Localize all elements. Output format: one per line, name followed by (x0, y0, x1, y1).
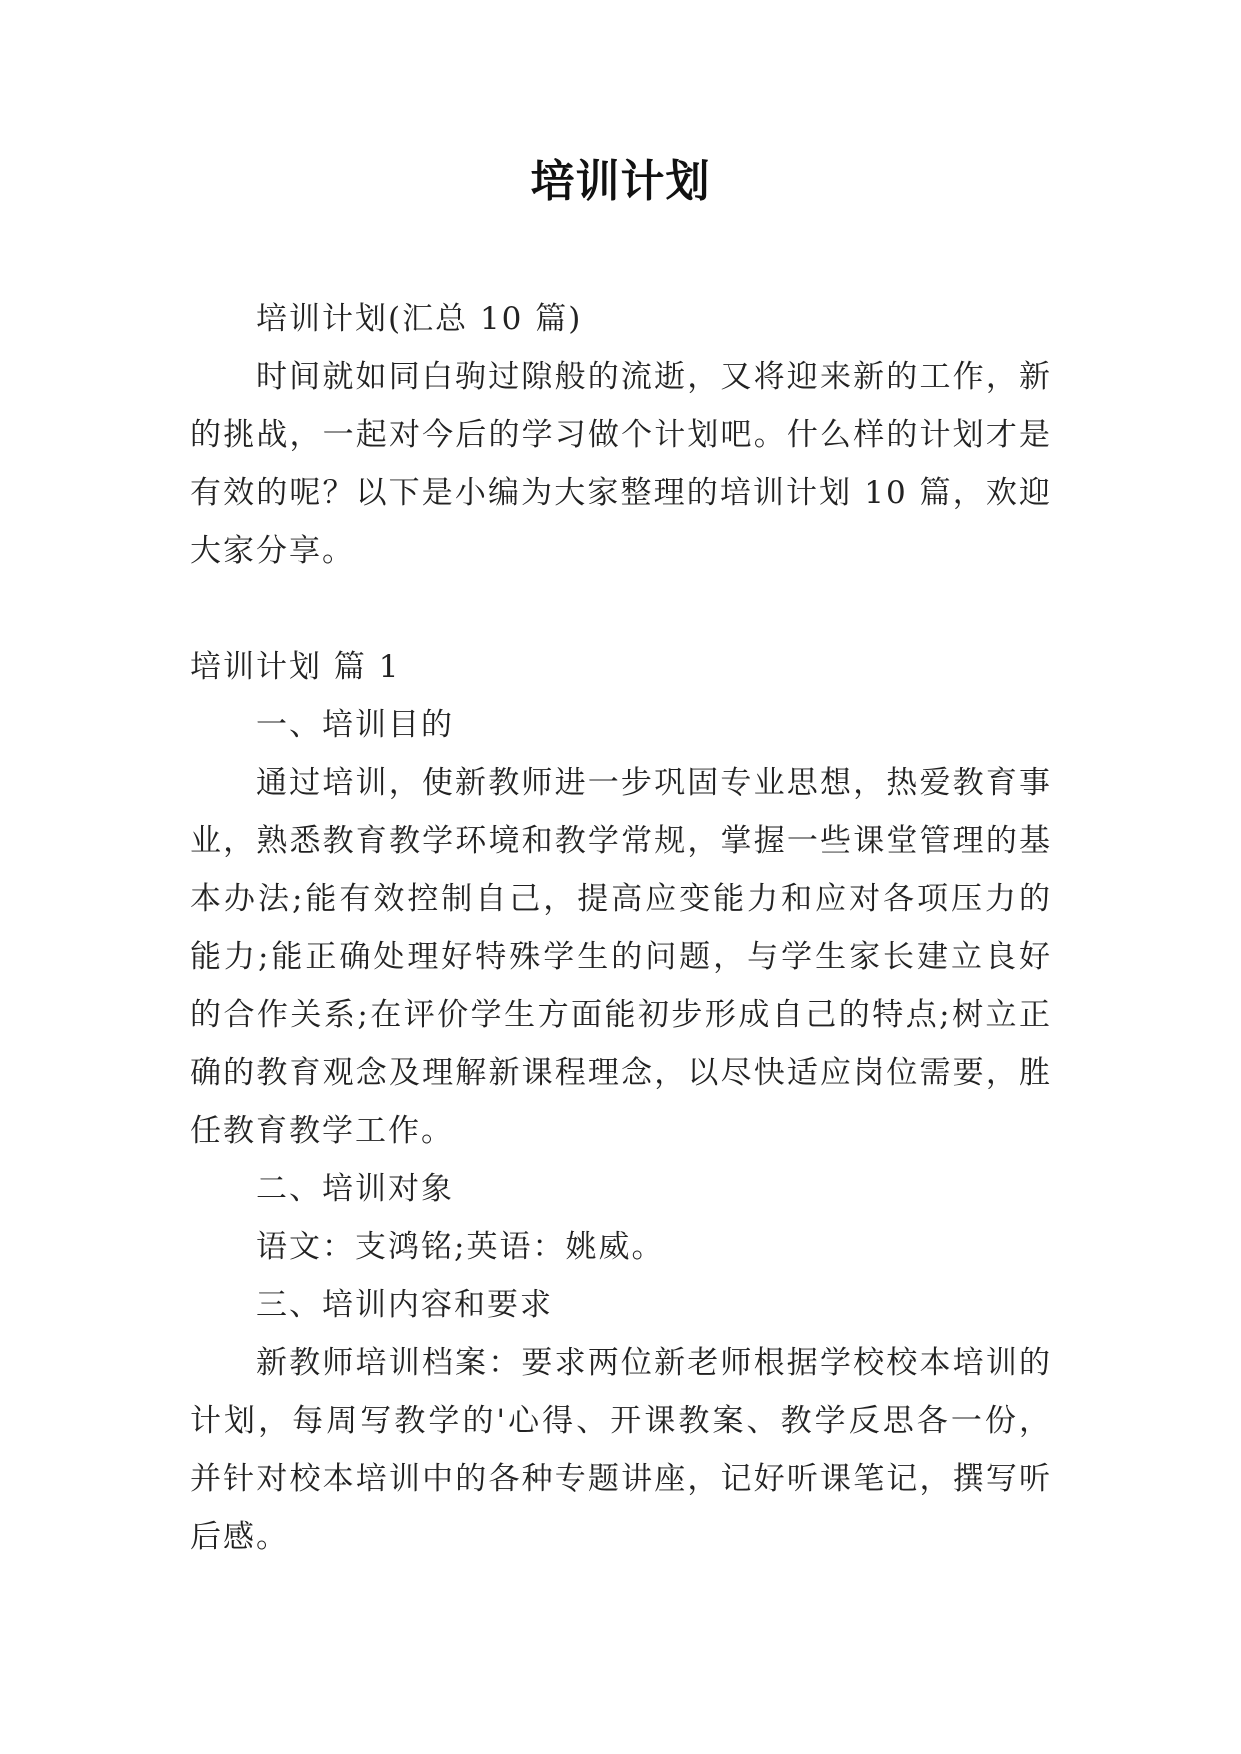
item-text-audience: 语文：支鸿铭;英语：姚威。 (256, 1229, 665, 1265)
paragraph-spacer (190, 580, 1052, 638)
item-title-audience: 二、培训对象 (256, 1171, 454, 1207)
item-text-purpose: 通过培训，使新教师进一步巩固专业思想，热爱教育事业，熟悉教育教学环境和教学常规，掌握一些课堂管理的基本办法;能有效控制自己，提高应变能力和应对各项压力的能力;能正确处理好特殊学生的问题，与学生家长建立良好的合作关系;在评价学生方面能初步形成自己的特点;树立正确的教育观念及理解新课程理念，以尽快适应岗位需要，胜任教育教学工作。 (190, 765, 1052, 1149)
section-heading: 培训计划 篇 1 (190, 649, 401, 685)
document-body (190, 290, 1052, 1566)
item-title-purpose: 一、培训目的 (256, 707, 454, 743)
item-title-content: 三、培训内容和要求 (256, 1287, 553, 1323)
intro-paragraph: 时间就如同白驹过隙般的流逝，又将迎来新的工作，新的挑战，一起对今后的学习做个计划吧。什么样的计划才是有效的呢？以下是小编为大家整理的培训计划 10 篇，欢迎大家分享。 (190, 359, 1052, 569)
item-text-content: 新教师培训档案：要求两位新老师根据学校校本培训的计划，每周写教学的'心得、开课教案、教学反思各一份，并针对校本培训中的各种专题讲座，记好听课笔记，撰写听后感。 (190, 1345, 1052, 1555)
document-subtitle: 培训计划(汇总 10 篇) (256, 301, 583, 337)
document-title: 培训计划 (530, 156, 711, 207)
